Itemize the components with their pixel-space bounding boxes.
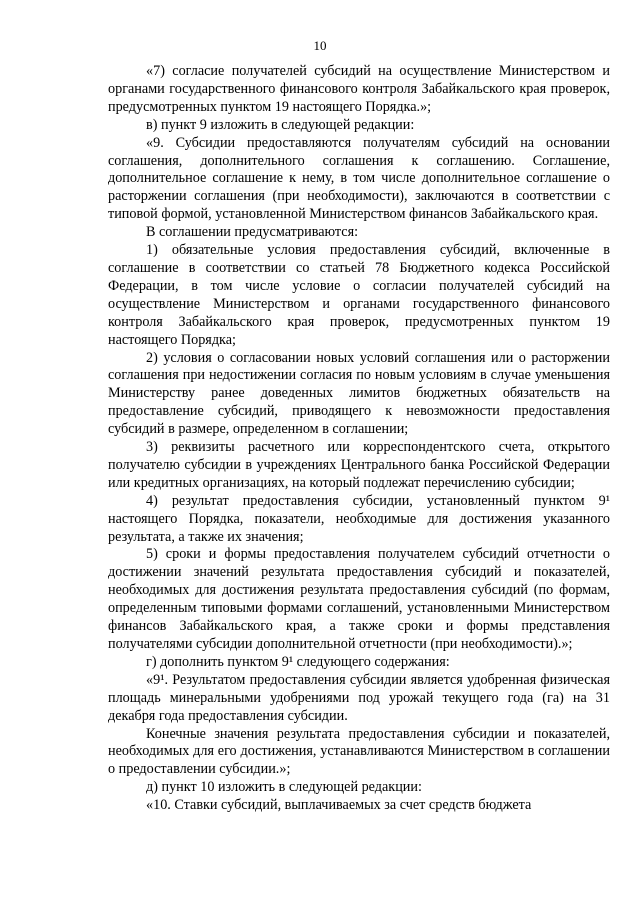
document-body [108, 63, 610, 815]
paragraph-amend-d: д) пункт 10 изложить в следующей редакции: [146, 779, 422, 796]
paragraph-amend-g: г) дополнить пунктом 9¹ следующего содержания: [146, 653, 450, 670]
paragraph-item-1: 1) обязательные условия предоставления субсидий, включенные в соглашение в соответствии со статьей 78 Бюджетного кодекса Российской Федерации, в том числе условие о согласии получателей субсидий на осуществление Министерством и органами государственного финансового контроля Забайкальского края проверок, предусмотренных пунктом 19 настоящего Порядка; [108, 242, 610, 348]
paragraph-clause-9-1: «9¹. Результатом предоставления субсидии является удобренная физическая площадь минеральными удобрениями под урожай текущего года (га) на 31 декабря года предоставления субсидии. [108, 671, 610, 724]
paragraph-item-5: 5) сроки и формы предоставления получателем субсидий отчетности о достижении значений результата предоставления субсидий и показателей, необходимых для достижения результата предоставления субсидий (по формам, определенным типовыми формами соглашений, установленными Министерством финансов Забайкальского края, а также сроки и формы представления получателями субсидии дополнительной отчетности (при необходимости).»; [108, 546, 610, 652]
paragraph-item-7: «7) согласие получателей субсидий на осуществление Министерством и органами государственного финансового контроля Забайкальского края проверок, предусмотренных пунктом 19 настоящего Порядка.»; [108, 63, 610, 115]
paragraph-final-values: Конечные значения результата предоставления субсидии и показателей, необходимых для его достижения, устанавливаются Министерством в соглашении о предоставлении субсидии.»; [108, 725, 610, 778]
paragraph-clause-9: «9. Субсидии предоставляются получателям субсидий на основании соглашения, дополнительного соглашения к соглашению. Соглашение, дополнительное соглашение к нему, в том числе дополнительное соглашение о расторжении соглашения (при необходимости), заключаются в соответствии с типовой формой, установленной Министерством финансов Забайкальского края. [108, 134, 610, 223]
paragraph-agreement-intro: В соглашении предусматриваются: [146, 224, 359, 241]
paragraph-item-4: 4) результат предоставления субсидии, установленный пунктом 9¹ настоящего Порядка, показатели, необходимые для достижения указанного результата, а также их значения; [108, 492, 610, 545]
paragraph-clause-10: «10. Ставки субсидий, выплачиваемых за счет средств бюджета [146, 797, 532, 814]
paragraph-item-2: 2) условия о согласовании новых условий соглашения или о расторжении соглашения при недостижении согласия по новым условиям в случае уменьшения Министерству ранее доведенных лимитов бюджетных обязательств на предоставление субсидий, приводящего к невозможности предоставления субсидий в размере, определенном в соглашении; [108, 349, 610, 438]
page-number: 10 [313, 38, 327, 53]
paragraph-item-3: 3) реквизиты расчетного или корреспондентского счета, открытого получателю субсидии в учреждениях Центрального банка Российской Федерации или кредитных организациях, на который подлежат перечислению субсидии; [108, 439, 610, 491]
paragraph-amend-v: в) пункт 9 изложить в следующей редакции: [146, 116, 415, 133]
